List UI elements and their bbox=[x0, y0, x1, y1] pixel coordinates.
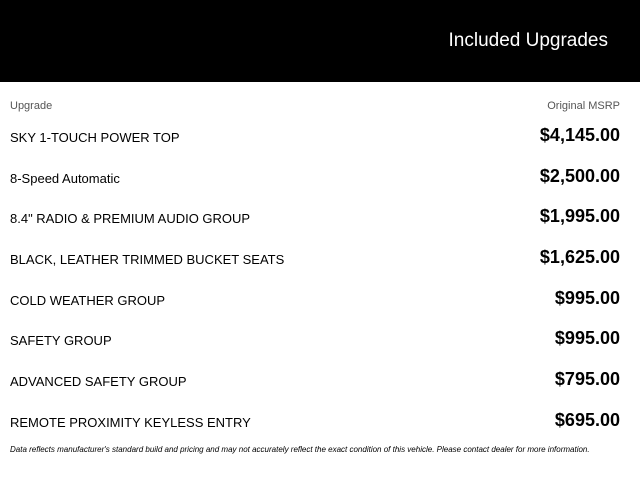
upgrade-price: $995.00 bbox=[554, 328, 620, 349]
upgrade-row bbox=[0, 359, 640, 400]
upgrade-list bbox=[0, 115, 640, 441]
header-bar bbox=[0, 0, 640, 82]
upgrade-row bbox=[0, 237, 640, 278]
upgrade-price: $695.00 bbox=[554, 409, 620, 430]
upgrade-column-header: Upgrade bbox=[10, 100, 53, 112]
page-title: Included Upgrades bbox=[448, 30, 608, 51]
upgrade-price: $995.00 bbox=[554, 287, 620, 308]
upgrade-price: $1,625.00 bbox=[539, 247, 620, 268]
upgrade-row bbox=[0, 278, 640, 319]
upgrade-row bbox=[0, 400, 640, 441]
upgrade-price: $4,145.00 bbox=[539, 125, 620, 145]
upgrade-row bbox=[0, 318, 640, 359]
upgrade-price: $795.00 bbox=[554, 369, 620, 390]
upgrade-row bbox=[0, 115, 640, 156]
upgrade-name: 8.4" RADIO & PREMIUM AUDIO GROUP bbox=[10, 211, 251, 227]
upgrade-price: $1,995.00 bbox=[539, 206, 620, 227]
upgrade-name: SKY 1-TOUCH POWER TOP bbox=[10, 130, 180, 145]
msrp-column-header: Original MSRP bbox=[547, 100, 620, 112]
upgrade-name: COLD WEATHER GROUP bbox=[10, 292, 166, 308]
upgrade-name: ADVANCED SAFETY GROUP bbox=[10, 374, 187, 390]
upgrade-name: REMOTE PROXIMITY KEYLESS ENTRY bbox=[10, 414, 251, 430]
upgrade-row bbox=[0, 156, 640, 197]
upgrade-row bbox=[0, 196, 640, 237]
disclaimer-text: Data reflects manufacturer's standard build and pricing and may not accurately reflect the exact condition of this vehicle. Please contact dealer for more information. bbox=[10, 445, 590, 454]
upgrade-name: SAFETY GROUP bbox=[10, 333, 112, 349]
upgrade-name: BLACK, LEATHER TRIMMED BUCKET SEATS bbox=[10, 252, 285, 268]
upgrade-name: 8-Speed Automatic bbox=[10, 170, 120, 186]
upgrade-price: $2,500.00 bbox=[539, 165, 620, 186]
